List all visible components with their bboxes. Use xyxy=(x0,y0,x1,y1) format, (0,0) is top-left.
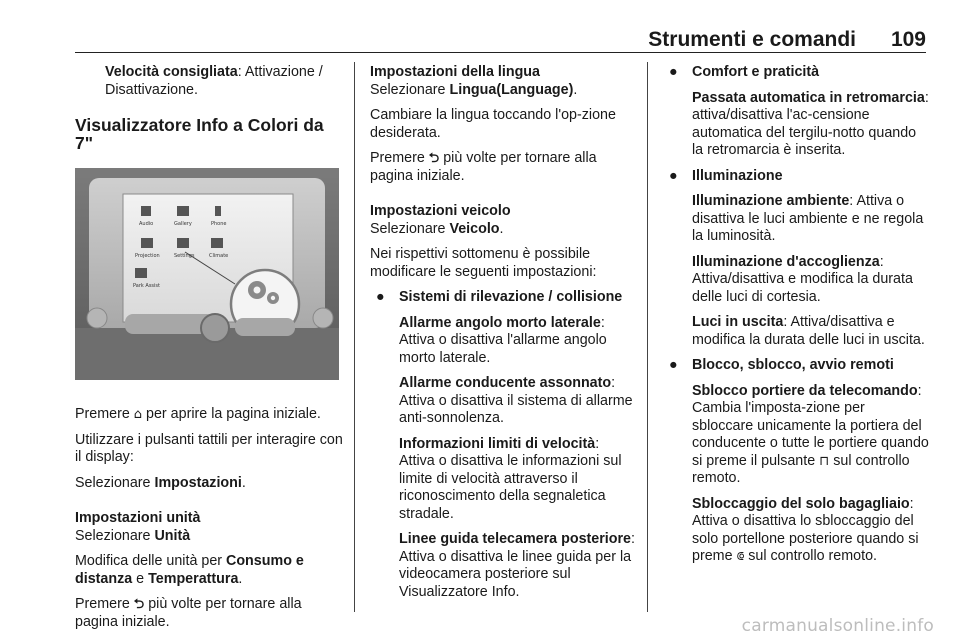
column-1 xyxy=(75,64,343,639)
list-item: ● Comfort e praticità xyxy=(669,64,820,80)
vehicle-description: Nei rispettivi sottomenu è possibile modificare le seguenti impostazioni: xyxy=(370,246,597,280)
app-label: Phone xyxy=(211,221,227,227)
app-label: Settings xyxy=(174,253,195,259)
list-item: Informazioni limiti di velocità: Attiva o disattiva le informazioni sul limite di velocità attraverso il riconoscimento della segnaletica stradale. xyxy=(399,435,622,522)
language-heading: Impostazioni della lingua xyxy=(370,64,540,80)
list-item: ● Sistemi di rilevazione / collisione xyxy=(376,289,623,305)
back-arrow-icon: ⮌ xyxy=(428,151,440,166)
list-item: Sbloccaggio del solo bagagliaio: Attiva o disattiva lo sbloccaggio del solo portellone posteriore quando si preme ⟃ sul controllo remoto. xyxy=(692,495,919,564)
unlock-icon: ⊓ xyxy=(819,453,830,469)
list-item: Luci in uscita: Attiva/disattiva e modifica la durata delle luci in uscita. xyxy=(692,314,925,348)
units-heading: Impostazioni unità xyxy=(75,510,201,526)
list-item: Linee guida telecamera posteriore: Attiva o disattiva le linee guida per la videocamera posteriore sul Visualizzatore Info. xyxy=(399,531,635,600)
back-instruction: Premere ⮌ più volte per tornare alla pagina iniziale. xyxy=(75,596,302,630)
chapter-title: Strumenti e comandi xyxy=(648,28,856,51)
watermark: carmanualsonline.info xyxy=(741,616,934,636)
list-item: Passata automatica in retromarcia: attiva/disattiva l'ac-censione automatica del tergilu-notto quando la retromarcia è inserita. xyxy=(692,89,929,158)
back-arrow-icon: ⮌ xyxy=(133,597,145,612)
speed-advice-paragraph: Velocità consigliata: Attivazione / Disattivazione. xyxy=(105,64,323,98)
section-heading: Visualizzatore Info a Colori da 7" xyxy=(75,115,324,153)
app-label: Climate xyxy=(209,253,229,259)
info-display-photo xyxy=(75,168,339,380)
column-3 xyxy=(663,64,929,574)
units-select: Selezionare Unità xyxy=(75,527,191,544)
app-label: Park Assist xyxy=(133,283,160,289)
list-item: Sblocco portiere da telecomando: Cambia l'imposta-zione per sbloccare unicamente la portiera del conducente o tutte le portiere quando si preme il pulsante ⊓ sul controllo remoto. xyxy=(692,382,929,486)
vehicle-heading: Impostazioni veicolo xyxy=(370,203,511,219)
list-item: ● Blocco, sblocco, avvio remoti xyxy=(669,357,894,373)
list-item: Allarme angolo morto laterale: Attiva o disattiva l'allarme angolo morto laterale. xyxy=(399,314,607,366)
app-label: Projection xyxy=(135,253,160,259)
app-label: Audio xyxy=(139,221,154,227)
language-change: Cambiare la lingua toccando l'op-zione desiderata. xyxy=(370,107,616,141)
back-instruction: Premere ⮌ più volte per tornare alla pagina iniziale. xyxy=(370,150,597,184)
trunk-icon: ⟃ xyxy=(736,549,745,564)
vehicle-select: Selezionare Veicolo. xyxy=(370,220,504,237)
home-instruction: Premere ⌂ per aprire la pagina iniziale. xyxy=(75,406,321,422)
touch-instruction: Utilizzare i pulsanti tattili per interagire con il display: xyxy=(75,431,343,465)
list-item: ● Illuminazione xyxy=(669,167,783,184)
page-header xyxy=(75,28,926,53)
select-settings: Selezionare Impostazioni. xyxy=(75,474,246,491)
page-number: 109 xyxy=(890,28,926,51)
column-divider xyxy=(354,62,355,612)
column-divider xyxy=(647,62,648,612)
list-item: Allarme conducente assonnato: Attiva o disattiva il sistema di allarme anti-sonnolenza. xyxy=(399,375,633,426)
language-select: Selezionare Lingua(Language). xyxy=(370,81,578,98)
home-icon: ⌂ xyxy=(133,407,143,422)
column-2 xyxy=(370,64,636,609)
units-modify: Modifica delle unità per Consumo e distanza e Temperattura. xyxy=(75,553,304,587)
app-label: Gallery xyxy=(174,221,192,227)
list-item: Illuminazione d'accoglienza: Attiva/disattiva e modifica la durata delle luci di cortesia. xyxy=(692,253,913,305)
list-item: Illuminazione ambiente: Attiva o disattiva le luci ambiente e ne regola la luminosità. xyxy=(692,193,924,244)
